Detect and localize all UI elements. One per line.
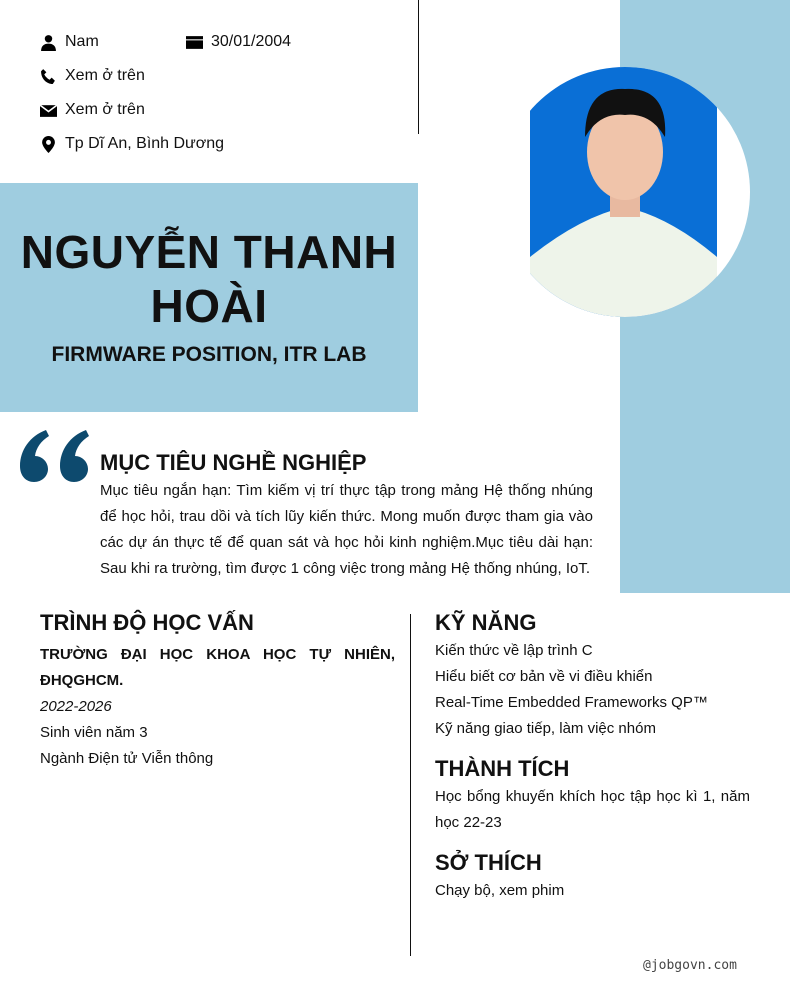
birthday: 30/01/2004	[211, 33, 292, 50]
map-pin-icon	[40, 136, 57, 153]
career-objective	[100, 450, 593, 582]
phone: Xem ở trên	[65, 67, 145, 84]
full-name: NGUYỄN THANH HOÀI	[20, 226, 398, 332]
skill-item: Kiến thức về lập trình C	[435, 642, 593, 659]
right-column	[435, 610, 750, 912]
section-title: MỤC TIÊU NGHỀ NGHIỆP	[100, 450, 367, 475]
phone-icon	[40, 68, 57, 85]
objective-text: Mục tiêu ngắn hạn: Tìm kiếm vị trí thực tập trong mảng Hệ thống nhúng để học hỏi, trau dồi và tích lũy kiến thức. Mong muốn được tham gia vào các dự án thực tế để quan sát và học hỏi kinh nghiệm.Mục tiêu dài hạn: Sau khi ra trường, tìm được 1 công việc trong mảng Hệ thống nhúng, IoT.	[100, 482, 593, 577]
column-divider	[410, 614, 411, 956]
name-banner	[0, 183, 418, 412]
email-info	[40, 100, 145, 120]
section-title: TRÌNH ĐỘ HỌC VẤN	[40, 610, 254, 635]
gender-info	[40, 32, 99, 52]
divider	[418, 0, 419, 134]
user-icon	[40, 34, 57, 51]
email: Xem ở trên	[65, 101, 145, 118]
hobbies-section	[435, 850, 750, 904]
study-period: 2022-2026	[40, 698, 112, 715]
skill-item: Hiểu biết cơ bản về vi điều khiển	[435, 668, 653, 685]
school-name: TRƯỜNG ĐẠI HỌC KHOA HỌC TỰ NHIÊN, ĐHQGHCM.	[40, 646, 395, 689]
phone-info	[40, 66, 145, 86]
birthday-info	[186, 32, 291, 52]
calendar-icon	[186, 34, 203, 51]
section-title: SỞ THÍCH	[435, 850, 542, 875]
skills-section	[435, 610, 750, 742]
profile-photo	[500, 67, 750, 317]
education-section	[40, 610, 395, 772]
achievements-section	[435, 756, 750, 836]
education-line: Sinh viên năm 3	[40, 724, 148, 741]
hobbies-text: Chạy bộ, xem phim	[435, 882, 565, 899]
footer-watermark: @jobgovn.com	[643, 958, 737, 973]
job-position: FIRMWARE POSITION, ITR LAB	[51, 343, 367, 366]
achievement-text: Học bổng khuyến khích học tập học kì 1, năm học 22-23	[435, 788, 750, 831]
quote-icon	[18, 428, 92, 484]
address-info	[40, 134, 224, 154]
skill-item: Kỹ năng giao tiếp, làm việc nhóm	[435, 720, 656, 737]
address: Tp Dĩ An, Bình Dương	[65, 135, 225, 152]
gender: Nam	[65, 33, 99, 50]
section-title: KỸ NĂNG	[435, 610, 537, 635]
skill-item: Real-Time Embedded Frameworks QP™	[435, 694, 708, 711]
section-title: THÀNH TÍCH	[435, 756, 570, 781]
education-line: Ngành Điện tử Viễn thông	[40, 750, 214, 767]
envelope-icon	[40, 102, 57, 119]
